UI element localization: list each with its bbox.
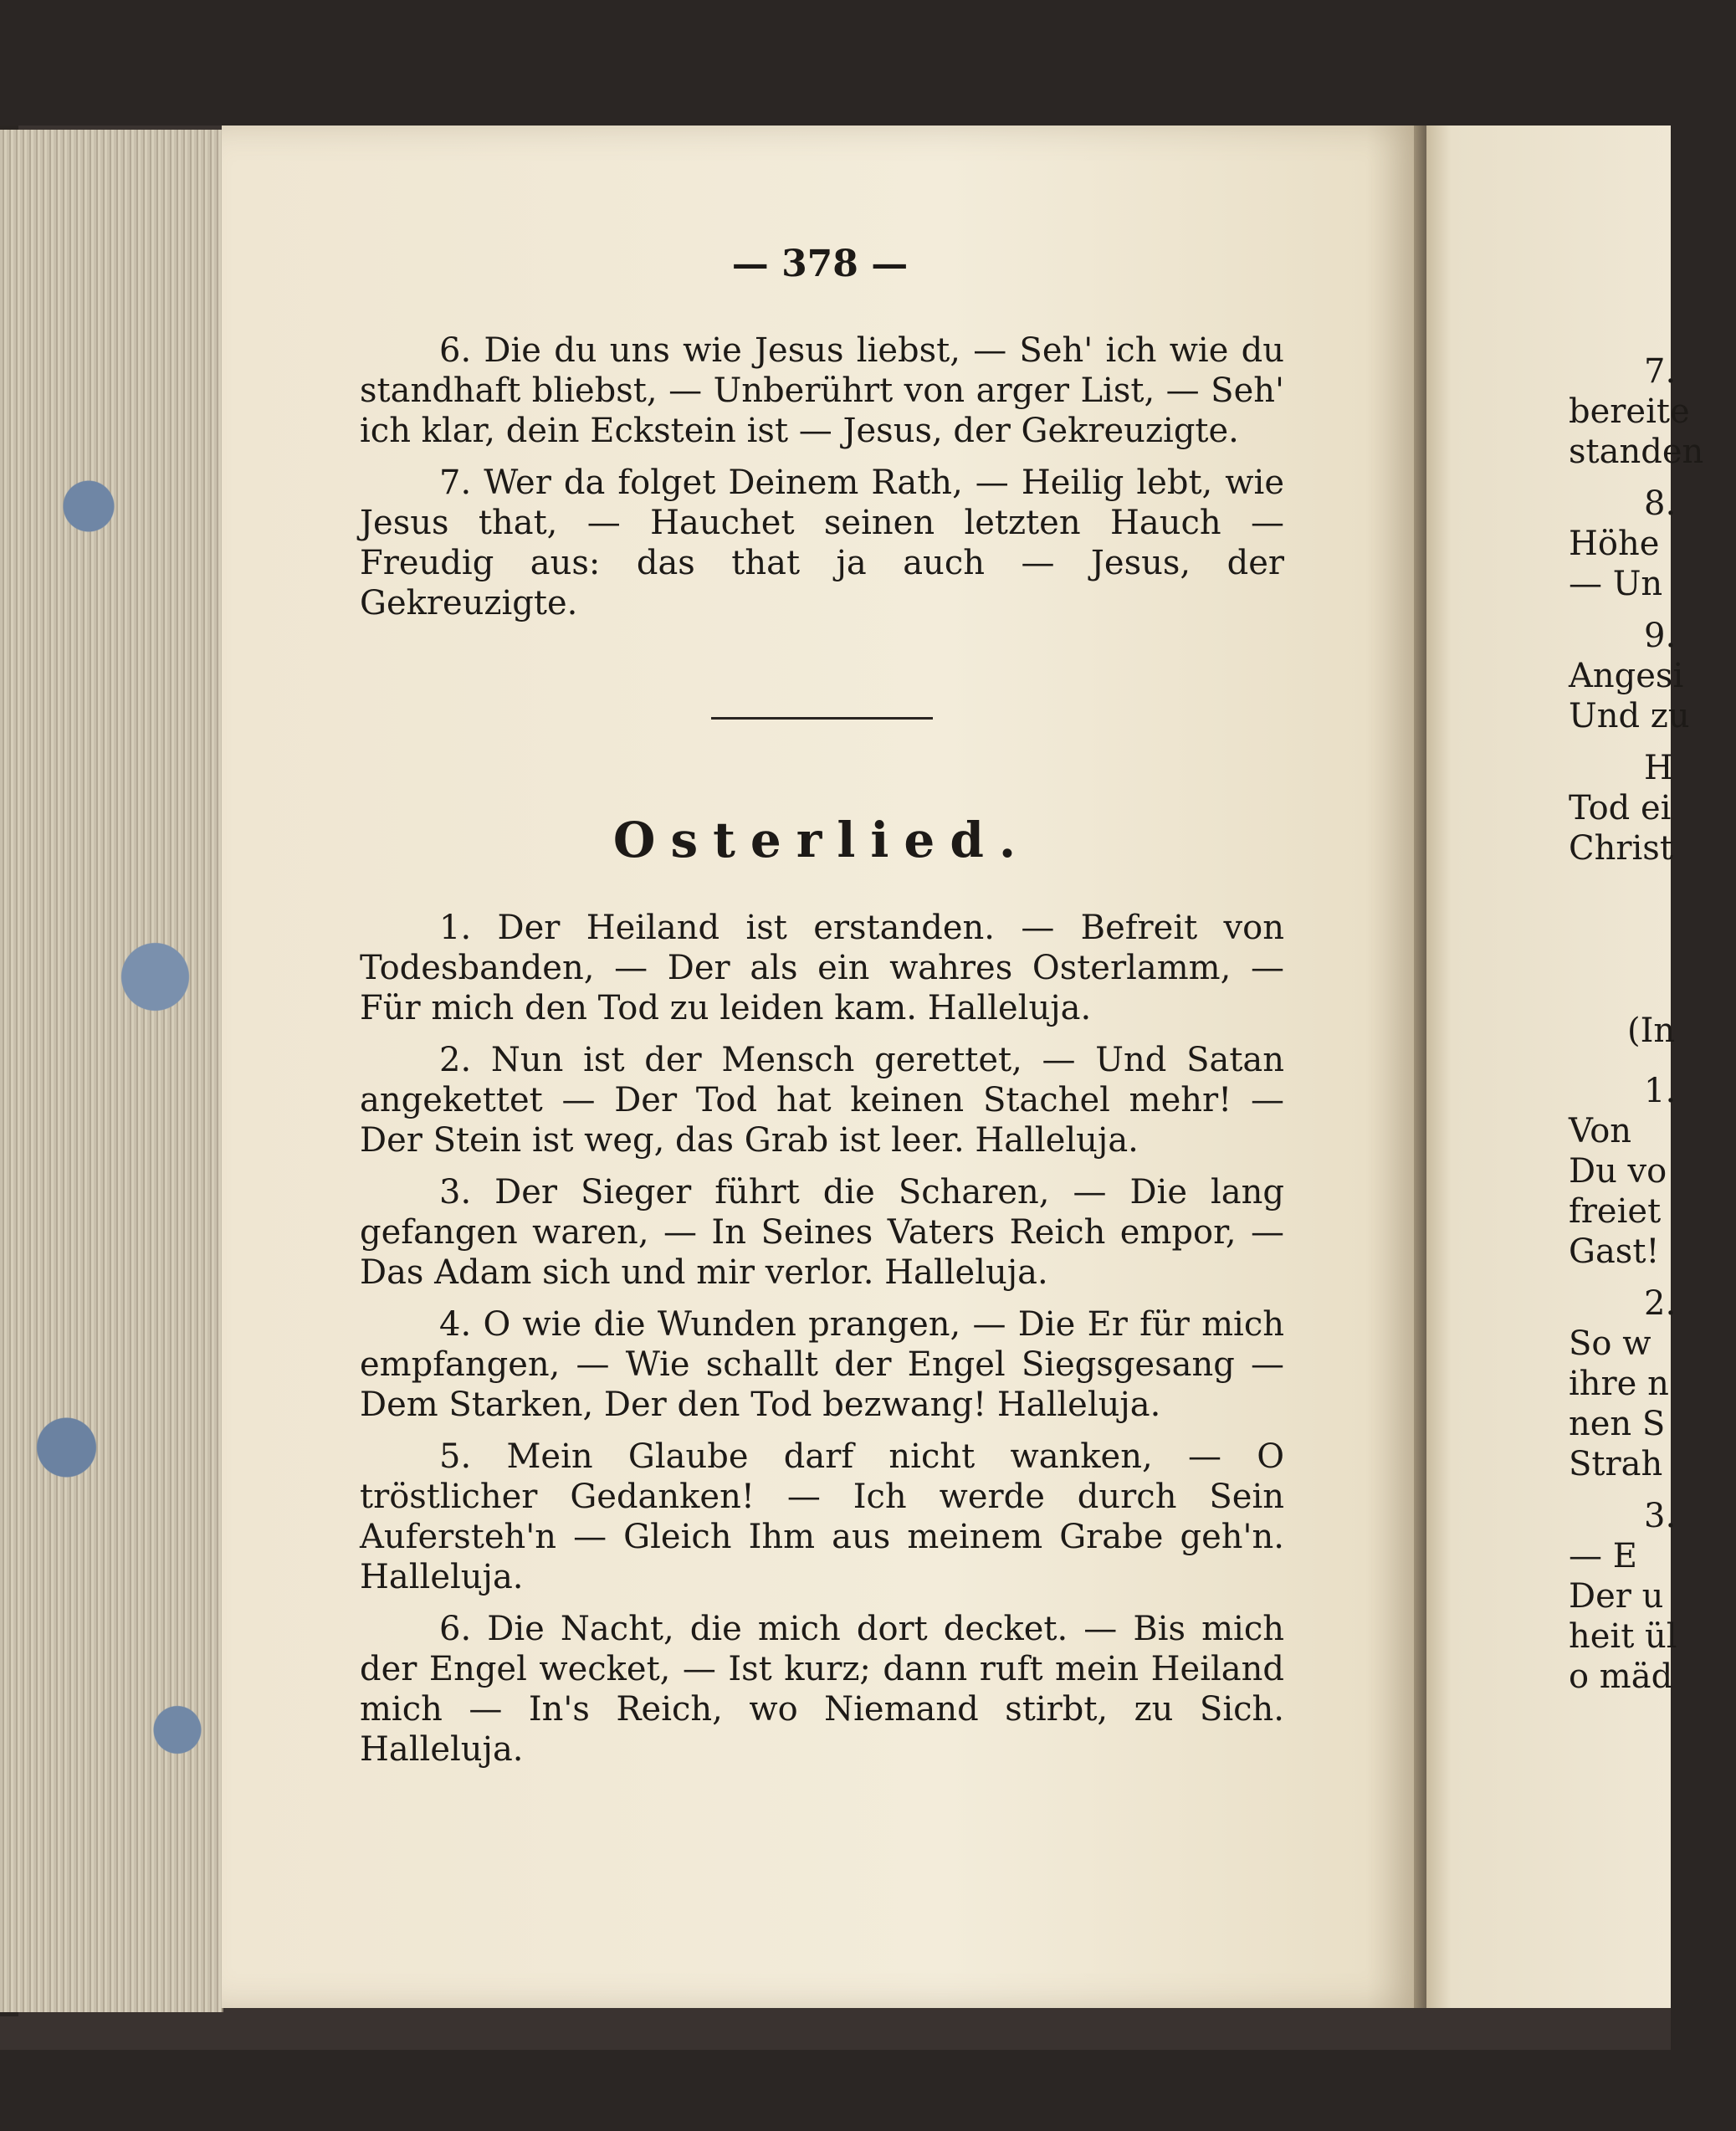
right-fragment: o mäd	[1569, 1657, 1673, 1696]
verse-4	[360, 1304, 1284, 1425]
right-fragment: Von	[1569, 1112, 1632, 1150]
verse-6	[360, 1609, 1284, 1770]
right-fragment: — E	[1569, 1537, 1637, 1575]
verse-number: 1.	[439, 909, 472, 947]
right-fragment: — Un	[1569, 565, 1663, 603]
right-fragment: Du vo	[1569, 1152, 1667, 1191]
right-fragment: nen S	[1569, 1405, 1666, 1443]
verse-text: Mein Glaube darf nicht wanken, — O tröstlicher Gedanken! — Ich werde durch Sein Aufersteh'n — Gleich Ihm aus meinem Grabe geh'n. Halleluja.	[360, 1437, 1284, 1596]
verse-text: Die du uns wie Jesus liebst, — Seh' ich wie du standhaft bliebst, — Unberührt von arger List, — Seh' ich klar, dein Eckstein ist — Jesus, der Gekreuzigte.	[360, 331, 1285, 450]
right-fragment: Strah	[1569, 1445, 1663, 1483]
right-fragment: H	[1644, 749, 1673, 787]
right-fragment: bereite	[1569, 392, 1690, 431]
page-edges	[0, 130, 223, 2012]
verse-number: 6.	[439, 331, 472, 370]
verse-5	[360, 1437, 1284, 1597]
hymn-title: Osterlied.	[612, 812, 1032, 868]
right-fragment: ihre n	[1569, 1365, 1669, 1403]
verse-text: Der Heiland ist erstanden. — Befreit von Todesbanden, — Der als ein wahres Osterlamm, — Für mich den Tod zu leiden kam. Halleluja.	[360, 909, 1284, 1027]
verse-number: 6.	[439, 1610, 472, 1648]
verse-number: 2.	[439, 1041, 472, 1079]
verse-text: Die Nacht, die mich dort decket. — Bis mich der Engel wecket, — Ist kurz; dann ruft mein Heiland mich — In's Reich, wo Niemand stirbt, zu Sich. Halleluja.	[360, 1610, 1284, 1769]
right-page-text	[1569, 351, 1736, 1697]
verse-text: Wer da folget Deinem Rath, — Heilig lebt, wie Jesus that, — Hauchet seinen letzten Hauch — Freudig aus: das that ja auch — Jesus, der Gekreuzigte.	[360, 464, 1284, 622]
verse-top-7	[360, 463, 1284, 623]
right-fragment: Der u	[1569, 1577, 1664, 1616]
verse-number: 7.	[439, 464, 472, 502]
right-fragment: Und zu	[1569, 697, 1690, 735]
right-fragment: 1.	[1644, 1072, 1677, 1110]
verse-3	[360, 1172, 1284, 1293]
right-fragment: 7.	[1644, 352, 1677, 391]
right-fragment: Höhe	[1569, 525, 1660, 563]
right-fragment: Gast!	[1569, 1232, 1660, 1271]
right-fragment: 3.	[1644, 1497, 1677, 1535]
verse-number: 4.	[439, 1305, 472, 1344]
right-fragment: 9.	[1644, 617, 1677, 655]
right-fragment: Angesi	[1569, 657, 1684, 695]
right-fragment: heit ül	[1569, 1617, 1677, 1656]
page-number: — 378 —	[731, 243, 909, 285]
verse-number: 5.	[439, 1437, 472, 1476]
right-fragment: 2.	[1644, 1284, 1677, 1323]
verses-top	[360, 330, 1284, 635]
section-divider	[711, 717, 933, 720]
right-fragment: So w	[1569, 1324, 1652, 1363]
verse-text: Nun ist der Mensch gerettet, — Und Satan angekettet — Der Tod hat keinen Stachel mehr! — Der Stein ist weg, das Grab ist leer. Halleluja.	[360, 1041, 1284, 1160]
verse-text: O wie die Wunden prangen, — Die Er für mich empfangen, — Wie schallt der Engel Siegsgesang — Dem Starken, Der den Tod bezwang! Halleluja.	[360, 1305, 1285, 1424]
verse-2	[360, 1040, 1284, 1160]
verse-1	[360, 908, 1284, 1028]
hymn-verses	[360, 908, 1284, 1781]
verse-text: Der Sieger führt die Scharen, — Die lang gefangen waren, — In Seines Vaters Reich empor, — Das Adam sich und mir verlor. Halleluja.	[360, 1173, 1284, 1292]
verse-number: 3.	[439, 1173, 472, 1211]
right-fragment: (In	[1627, 1012, 1676, 1050]
right-fragment: Tod ei	[1569, 789, 1672, 827]
right-fragment: 8.	[1644, 484, 1677, 523]
right-fragment: freiet	[1569, 1192, 1662, 1231]
right-fragment: Christ	[1569, 829, 1673, 868]
verse-top-6	[360, 330, 1284, 451]
right-fragment: standen	[1569, 433, 1704, 471]
